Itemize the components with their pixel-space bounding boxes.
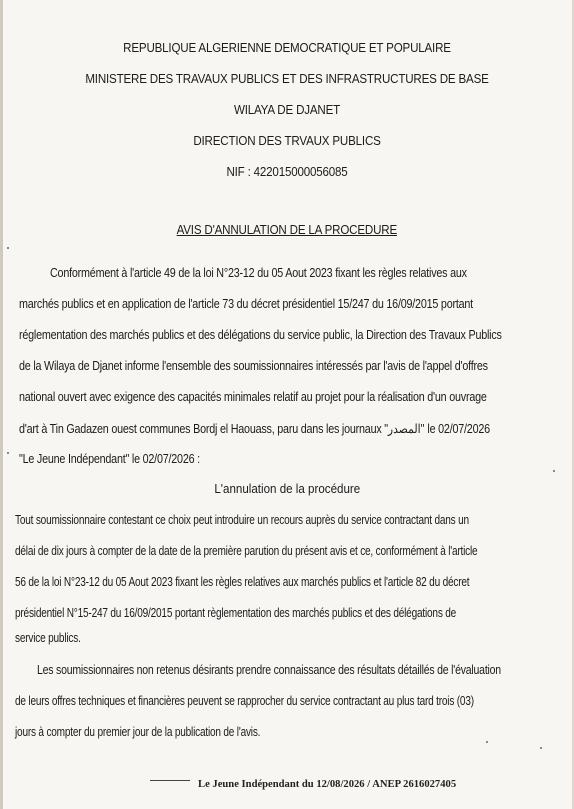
scan-speck (553, 470, 555, 472)
section-subheading: L'annulation de la procédure (214, 482, 360, 496)
para1-line: marchés publics et en application de l'article 73 du décret présidentiel 15/247 du 16/09/2015 portant (19, 297, 473, 311)
para1-line: d'art à Tin Gadazen ouest communes Bordj el Haouass, paru dans les journaux "المصدر" le 02/07/2026 (19, 422, 490, 436)
footer-rule (150, 780, 190, 781)
para2-line: délai de dix jours à compter de la date de la première parution du présent avis et ce, conformément à l'article (15, 544, 478, 558)
para3-line: Les soumissionnaires non retenus désirants prendre connaissance des résultats détaillés de l'évaluation (37, 663, 501, 677)
scan-speck (7, 247, 9, 249)
para3-line: de leurs offres techniques et financières peuvent se rapprocher du service contractant au plus tard trois (03) (15, 694, 474, 708)
para2-line: Tout soumissionnaire contestant ce choix peut introduire un recours auprès du service contractant dans un (15, 513, 469, 527)
para3-line: jours à compter du premier jour de la publication de l'avis. (15, 725, 261, 739)
scan-speck (7, 452, 9, 454)
scan-edge-left (0, 0, 3, 809)
header-ministry: MINISTERE DES TRAVAUX PUBLICS ET DES INFRASTRUCTURES DE BASE (85, 72, 489, 86)
header-direction: DIRECTION DES TRVAUX PUBLICS (193, 134, 381, 148)
publication-footer: Le Jeune Indépendant du 12/08/2026 / ANEP 2616027405 (198, 779, 457, 790)
para2-line: service publics. (15, 631, 81, 645)
notice-title: AVIS D'ANNULATION DE LA PROCEDURE (176, 223, 398, 237)
para1-line: national ouvert avec exigence des capacités minimales relatif au projet pour la réalisation d'un ouvrage (19, 390, 487, 404)
header-nif: NIF : 422015000056085 (226, 165, 348, 179)
scan-speck (486, 741, 488, 743)
para2-line: 56 de la loi N°23-12 du 05 Aout 2023 fixant les règles relatives aux marchés publics et l'article 82 du décret (15, 575, 470, 589)
para1-line: "Le Jeune Indépendant" le 02/07/2026 : (19, 452, 200, 466)
para1-line: de la Wilaya de Djanet informe l'ensemble des soumissionnaires intéressés par l'avis de l'appel d'offres (19, 359, 488, 373)
para1-line: réglementation des marchés publics et des délégations du service public, la Direction des Travaux Publics (19, 328, 502, 342)
scan-speck (540, 747, 542, 749)
para1-line: Conformément à l'article 49 de la loi N°23-12 du 05 Aout 2023 fixant les règles relatives aux (50, 266, 467, 280)
para2-line: présidentiel N°15-247 du 16/09/2015 portant règlementation des marchés publics et des délégations de (15, 606, 457, 620)
header-wilaya: WILAYA DE DJANET (233, 103, 341, 117)
header-republic: REPUBLIQUE ALGERIENNE DEMOCRATIQUE ET POPULAIRE (123, 41, 451, 55)
